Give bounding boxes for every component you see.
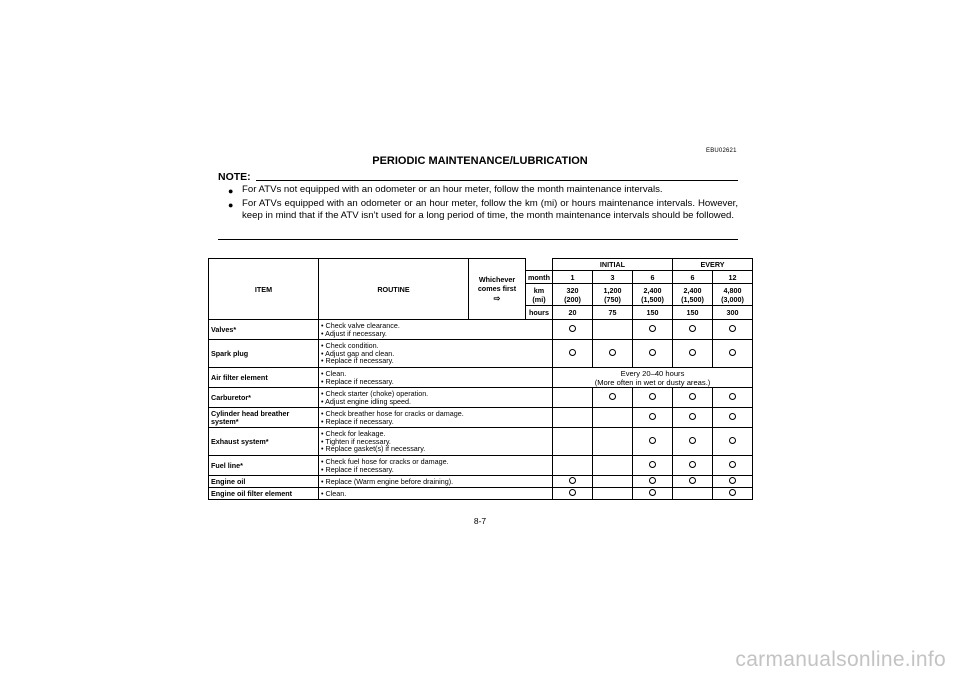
- circle-mark-icon: [689, 393, 696, 400]
- interval-note-cell: [553, 368, 753, 388]
- watermark: carmanualsonline.info: [735, 648, 946, 671]
- interval-cell: [713, 320, 753, 340]
- circle-mark-icon: [569, 325, 576, 332]
- table-row: [209, 456, 753, 476]
- note-text: For ATVs equipped with an odometer or an hour meter, follow the km (mi) or hours maintenance intervals. However, keep in mind that if the ATV isn’t used for a long period of time, the month maintenance intervals should be followed.: [242, 198, 738, 221]
- interval-cell: [593, 428, 633, 456]
- interval-note-line1: Every 20–40 hours: [620, 368, 685, 378]
- interval-cell: [553, 476, 593, 488]
- circle-mark-icon: [729, 461, 736, 468]
- hours-value: 300: [713, 306, 753, 320]
- routine-line: • Tighten if necessary.: [321, 438, 550, 446]
- routine-line: • Replace gasket(s) if necessary.: [321, 445, 550, 453]
- circle-mark-icon: [649, 325, 656, 332]
- hours-value: 150: [633, 306, 673, 320]
- circle-mark-icon: [689, 477, 696, 484]
- routine-line: • Check starter (choke) operation.: [321, 390, 550, 398]
- item-cell: Cylinder head breather system*: [209, 408, 319, 428]
- routine-cell: [319, 388, 553, 408]
- item-cell: Carburetor*: [209, 388, 319, 408]
- item-cell: Spark plug: [209, 340, 319, 368]
- interval-cell: [673, 340, 713, 368]
- routine-line: • Replace if necessary.: [321, 357, 550, 365]
- circle-mark-icon: [649, 461, 656, 468]
- month-value: 3: [593, 271, 633, 284]
- routine-cell: [319, 476, 553, 488]
- item-cell: Engine oil: [209, 476, 319, 488]
- header-initial: INITIAL: [553, 259, 673, 271]
- routine-cell: [319, 340, 553, 368]
- routine-line: • Check for leakage.: [321, 430, 550, 438]
- month-value: 1: [553, 271, 593, 284]
- circle-mark-icon: [649, 413, 656, 420]
- note-text: For ATVs not equipped with an odometer or an hour meter, follow the month maintenance intervals.: [242, 184, 663, 195]
- circle-mark-icon: [649, 437, 656, 444]
- mi-number: (750): [604, 294, 621, 304]
- document-code: EBU02621: [706, 148, 737, 154]
- routine-line: • Check fuel hose for cracks or damage.: [321, 458, 550, 466]
- routine-cell: [319, 408, 553, 428]
- maintenance-table: [208, 258, 753, 500]
- header-corner: [526, 259, 553, 271]
- note-item: [228, 198, 738, 222]
- mi-unit: (mi): [532, 294, 546, 304]
- interval-cell: [633, 428, 673, 456]
- interval-cell: [553, 340, 593, 368]
- table-row: [209, 428, 753, 456]
- hours-value: 150: [673, 306, 713, 320]
- km-value: [593, 284, 633, 306]
- routine-cell: [319, 456, 553, 476]
- circle-mark-icon: [609, 393, 616, 400]
- routine-line: • Adjust if necessary.: [321, 330, 550, 338]
- interval-cell: [673, 388, 713, 408]
- interval-cell: [713, 428, 753, 456]
- routine-line: • Clean.: [321, 490, 550, 498]
- km-number: 2,400: [643, 285, 662, 295]
- table-row: [209, 476, 753, 488]
- interval-cell: [593, 456, 633, 476]
- header-whichever: [469, 259, 526, 320]
- interval-cell: [633, 340, 673, 368]
- interval-cell: [553, 428, 593, 456]
- interval-cell: [673, 456, 713, 476]
- interval-cell: [713, 408, 753, 428]
- circle-mark-icon: [609, 349, 616, 356]
- routine-cell: [319, 368, 553, 388]
- circle-mark-icon: [729, 477, 736, 484]
- km-number: 320: [566, 285, 579, 295]
- circle-mark-icon: [689, 461, 696, 468]
- routine-line: • Adjust engine idling speed.: [321, 398, 550, 406]
- interval-cell: [673, 408, 713, 428]
- km-value: [673, 284, 713, 306]
- note-rule-top: [256, 180, 738, 181]
- routine-line: • Clean.: [321, 370, 550, 378]
- month-value: 12: [713, 271, 753, 284]
- circle-mark-icon: [729, 393, 736, 400]
- hours-value: 20: [553, 306, 593, 320]
- routine-line: • Replace if necessary.: [321, 378, 550, 386]
- km-value: [633, 284, 673, 306]
- circle-mark-icon: [649, 393, 656, 400]
- item-cell: Exhaust system*: [209, 428, 319, 456]
- mi-number: (3,000): [721, 294, 744, 304]
- table-row: [209, 408, 753, 428]
- hours-value: 75: [593, 306, 633, 320]
- interval-cell: [553, 408, 593, 428]
- circle-mark-icon: [689, 413, 696, 420]
- header-every: EVERY: [673, 259, 753, 271]
- page-number: 8-7: [473, 516, 487, 526]
- maintenance-table-body: [209, 259, 753, 500]
- mi-number: (1,500): [641, 294, 664, 304]
- circle-mark-icon: [569, 489, 576, 496]
- mi-number: (200): [564, 294, 581, 304]
- bullet-icon: ●: [228, 200, 234, 210]
- header-item: ITEM: [209, 259, 319, 320]
- interval-cell: [593, 388, 633, 408]
- interval-cell: [713, 476, 753, 488]
- table-row: [209, 320, 753, 340]
- note-header: [218, 171, 738, 181]
- interval-cell: [673, 320, 713, 340]
- note-rule-bottom: [218, 239, 738, 240]
- interval-cell: [593, 488, 633, 500]
- month-label: month: [526, 271, 553, 284]
- circle-mark-icon: [649, 477, 656, 484]
- table-row: [209, 388, 753, 408]
- circle-mark-icon: [729, 437, 736, 444]
- interval-cell: [593, 408, 633, 428]
- circle-mark-icon: [689, 437, 696, 444]
- item-cell: Engine oil filter element: [209, 488, 319, 500]
- interval-cell: [713, 456, 753, 476]
- routine-line: • Replace if necessary.: [321, 466, 550, 474]
- interval-note-line2: (More often in wet or dusty areas.): [594, 377, 711, 387]
- km-unit: km: [533, 285, 545, 295]
- month-value: 6: [673, 271, 713, 284]
- km-number: 2,400: [683, 285, 702, 295]
- interval-cell: [633, 408, 673, 428]
- routine-line: • Check breather hose for cracks or damage.: [321, 410, 550, 418]
- interval-cell: [553, 388, 593, 408]
- interval-cell: [553, 320, 593, 340]
- interval-cell: [593, 476, 633, 488]
- table-row: [209, 488, 753, 500]
- interval-cell: [673, 488, 713, 500]
- header-routine: ROUTINE: [319, 259, 469, 320]
- circle-mark-icon: [729, 489, 736, 496]
- circle-mark-icon: [649, 349, 656, 356]
- interval-cell: [553, 488, 593, 500]
- routine-line: • Replace (Warm engine before draining).: [321, 478, 550, 486]
- arrow-right-icon: ⇨: [493, 294, 501, 303]
- header-row-initial: [209, 259, 753, 271]
- table-row: [209, 368, 753, 388]
- interval-cell: [673, 428, 713, 456]
- hours-label: hours: [526, 306, 553, 320]
- interval-cell: [633, 476, 673, 488]
- routine-cell: [319, 488, 553, 500]
- note-list: [228, 184, 738, 224]
- circle-mark-icon: [729, 349, 736, 356]
- routine-line: • Adjust gap and clean.: [321, 350, 550, 358]
- interval-cell: [633, 488, 673, 500]
- km-number: 1,200: [603, 285, 622, 295]
- routine-line: • Check condition.: [321, 342, 550, 350]
- circle-mark-icon: [729, 325, 736, 332]
- interval-cell: [713, 388, 753, 408]
- note-item: [228, 184, 738, 196]
- whichever-line1: Whichever: [478, 275, 516, 284]
- interval-cell: [713, 340, 753, 368]
- page-title: PERIODIC MAINTENANCE/LUBRICATION: [372, 155, 588, 167]
- item-cell: Valves*: [209, 320, 319, 340]
- circle-mark-icon: [569, 477, 576, 484]
- bullet-icon: ●: [228, 186, 234, 196]
- circle-mark-icon: [649, 489, 656, 496]
- whichever-line2: comes first: [477, 284, 517, 293]
- circle-mark-icon: [569, 349, 576, 356]
- km-value: [713, 284, 753, 306]
- interval-cell: [593, 340, 633, 368]
- km-number: 4,800: [723, 285, 742, 295]
- month-value: 6: [633, 271, 673, 284]
- km-label: [526, 284, 553, 306]
- table-row: [209, 340, 753, 368]
- interval-cell: [553, 456, 593, 476]
- routine-line: • Replace if necessary.: [321, 418, 550, 426]
- interval-cell: [713, 488, 753, 500]
- item-cell: Fuel line*: [209, 456, 319, 476]
- interval-cell: [673, 476, 713, 488]
- item-cell: Air filter element: [209, 368, 319, 388]
- circle-mark-icon: [689, 349, 696, 356]
- routine-line: • Check valve clearance.: [321, 322, 550, 330]
- mi-number: (1,500): [681, 294, 704, 304]
- interval-cell: [593, 320, 633, 340]
- interval-cell: [633, 320, 673, 340]
- routine-cell: [319, 428, 553, 456]
- circle-mark-icon: [729, 413, 736, 420]
- circle-mark-icon: [689, 325, 696, 332]
- note-label: NOTE:: [218, 171, 254, 183]
- routine-cell: [319, 320, 553, 340]
- interval-cell: [633, 456, 673, 476]
- interval-cell: [633, 388, 673, 408]
- km-value: [553, 284, 593, 306]
